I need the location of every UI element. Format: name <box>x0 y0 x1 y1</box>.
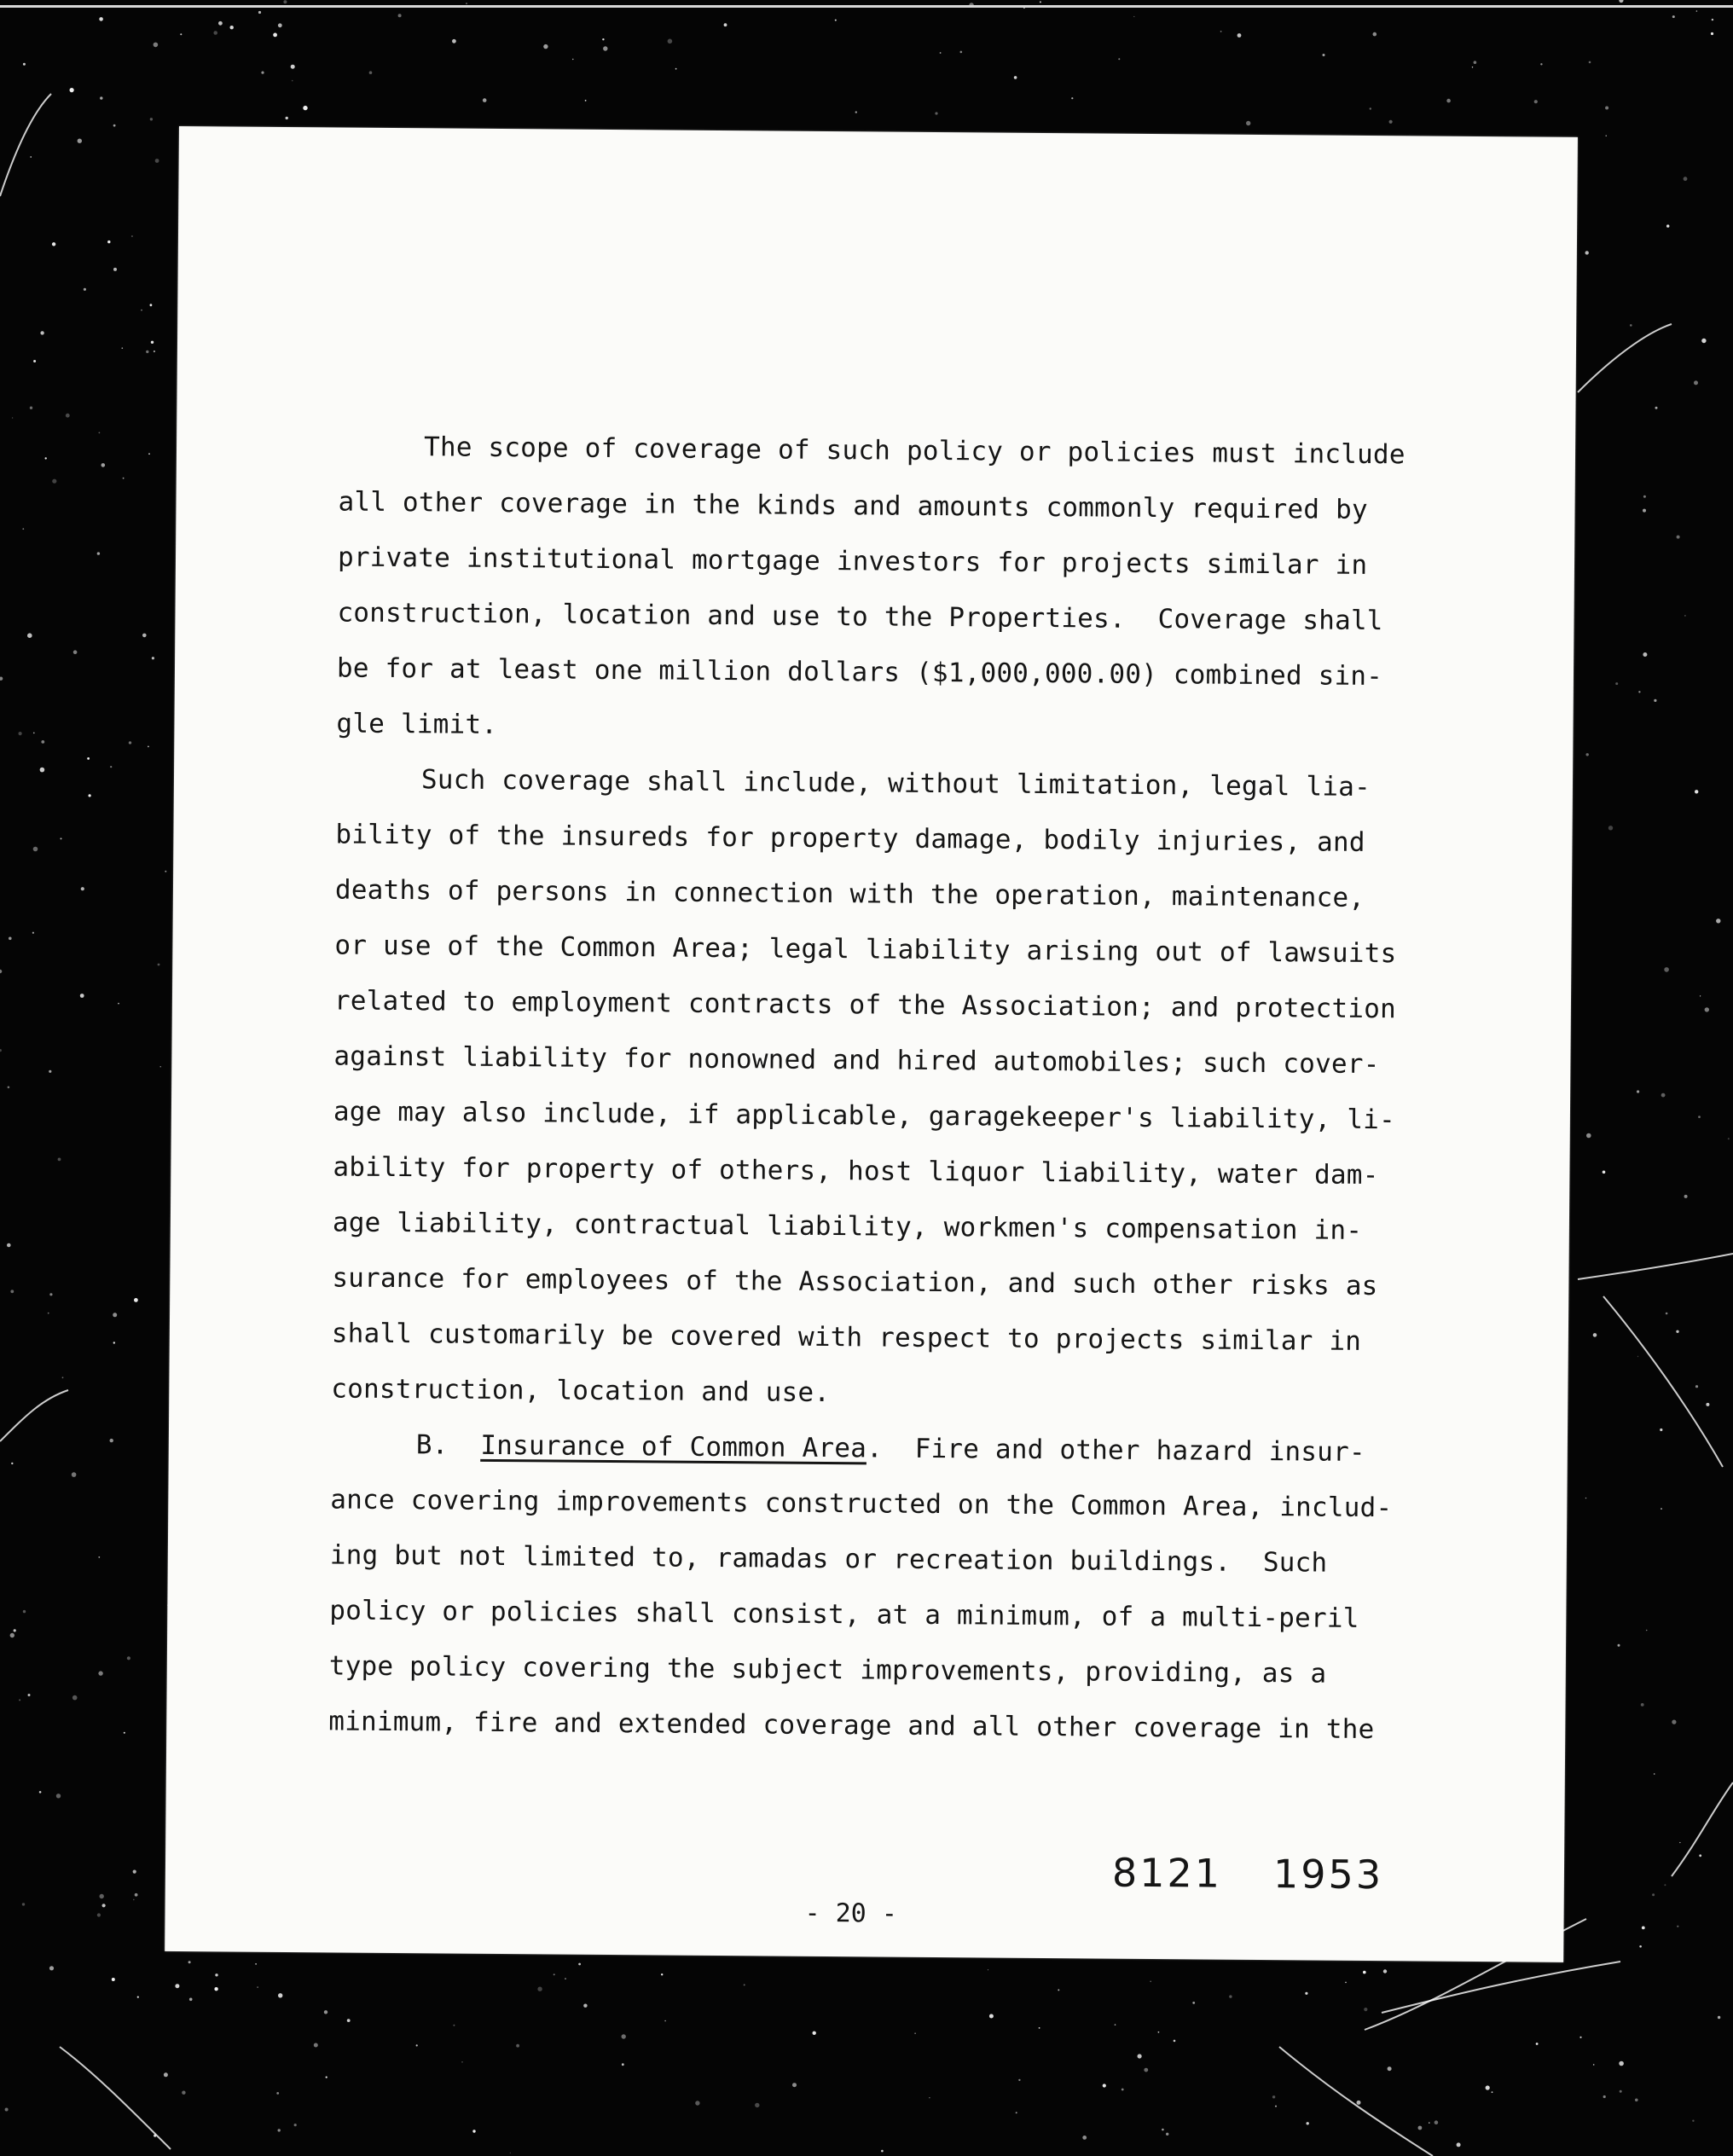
text-line: all other coverage in the kinds and amounts commonly required by <box>338 486 1368 525</box>
text-line: construction, location and use to the Properties. Coverage shall <box>337 597 1383 637</box>
text-line: or use of the Common Area; legal liability arising out of lawsuits <box>334 930 1397 970</box>
text-line: bility of the insureds for property damage, bodily injuries, and <box>335 819 1365 858</box>
text-line: gle limit. <box>336 708 498 740</box>
section-b-first-line <box>331 1417 1448 1481</box>
text-line: ance covering improvements constructed on the Common Area, includ- <box>330 1484 1393 1524</box>
body-text <box>328 419 1456 1758</box>
text-line: construction, location and use. <box>331 1373 831 1409</box>
text-line: related to employment contracts of the Association; and protection <box>333 985 1397 1025</box>
text-line: type policy covering the subject improvements, providing, as a <box>328 1650 1327 1689</box>
text-line: Such coverage shall include, without limitation, legal lia- <box>420 764 1371 803</box>
document-page <box>165 126 1578 1962</box>
text-line-fragment: Fire and other hazard insur- <box>914 1433 1365 1468</box>
section-heading-punct: . <box>866 1433 884 1464</box>
text-line: shall customarily be covered with respect to projects similar in <box>331 1318 1362 1357</box>
section-heading: Insurance of Common Area <box>480 1429 867 1464</box>
text-line: age may also include, if applicable, garagekeeper's liability, li- <box>333 1096 1396 1136</box>
text-line: private institutional mortgage investors for projects similar in <box>337 542 1368 581</box>
text-line: against liability for nonowned and hired automobiles; such cover- <box>333 1040 1380 1081</box>
scanner-top-edge <box>0 5 1733 8</box>
text-line: be for at least one million dollars ($1,000,000.00) combined sin- <box>336 652 1383 693</box>
text-line: age liability, contractual liability, workmen's compensation in- <box>332 1207 1363 1246</box>
text-line: minimum, fire and extended coverage and all other coverage in the <box>328 1706 1375 1746</box>
doc-id-right: 1953 <box>1272 1851 1384 1898</box>
text-line: The scope of coverage of such policy or policies must include <box>423 432 1406 471</box>
text-line: surance for employees of the Association, and such other risks as <box>332 1262 1378 1302</box>
text-line: ing but not limited to, ramadas or recreation buildings. Such <box>329 1539 1328 1579</box>
text-line: policy or policies shall consist, at a minimum, of a multi-peril <box>329 1595 1359 1634</box>
page-number: - 20 - <box>804 1898 898 1929</box>
text-line: ability for property of others, host liquor liability, water dam- <box>333 1151 1379 1191</box>
doc-id-left: 8121 <box>1111 1849 1223 1897</box>
document-id-stamp <box>1112 1850 1384 1898</box>
text-line: deaths of persons in connection with the operation, maintenance, <box>334 874 1365 913</box>
section-label: B. <box>415 1429 449 1461</box>
